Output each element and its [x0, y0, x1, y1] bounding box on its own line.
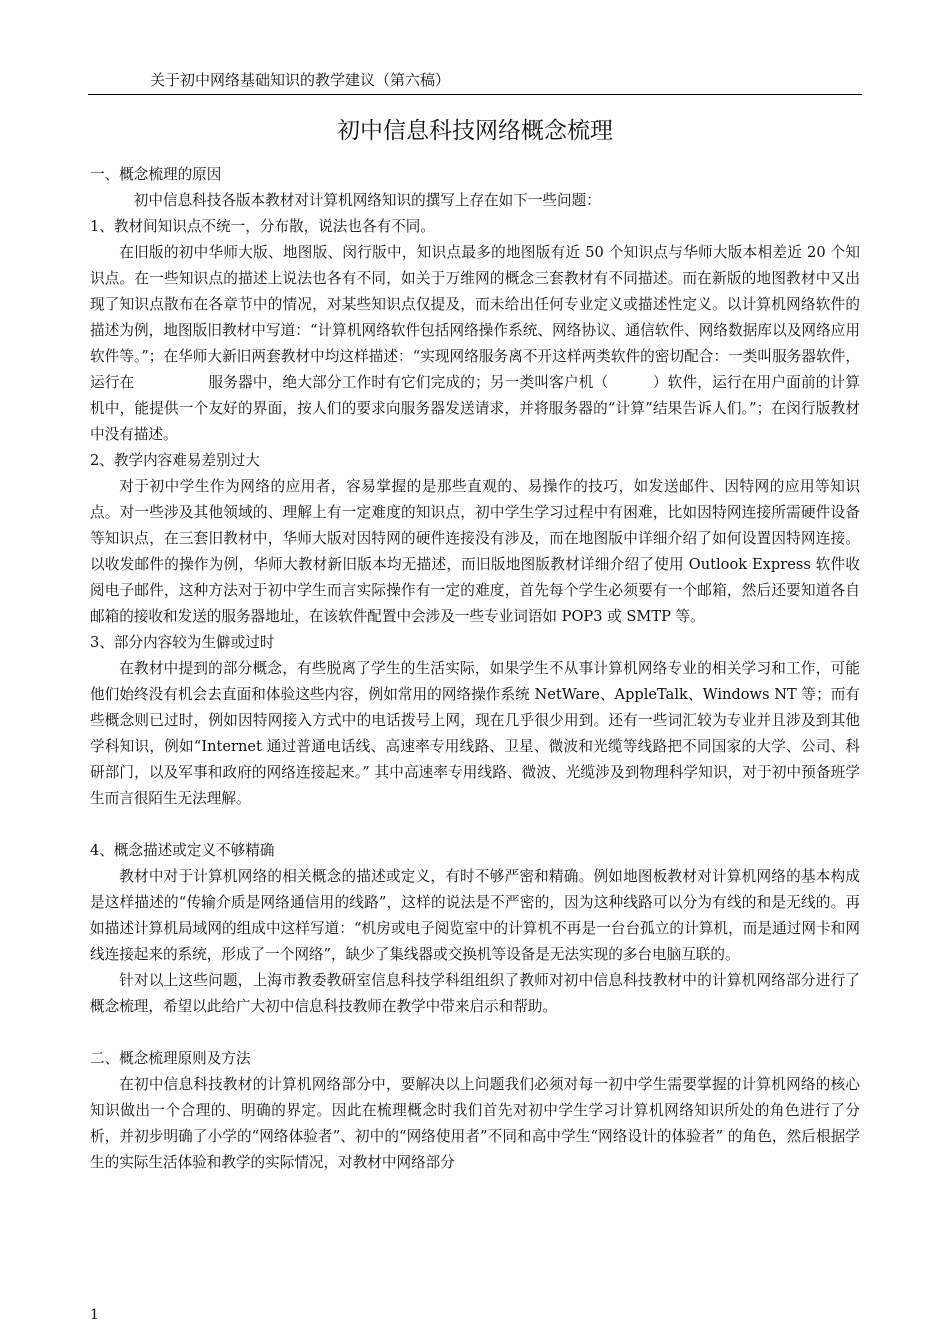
- paragraph-3: 在教材中提到的部分概念，有些脱离了学生的生活实际，如果学生不从事计算机网络专业的相关学习和工作，可能他们始终没有机会去直面和体验这些内容，例如常用的网络操作系统 NetWare、AppleTalk、Windows NT 等；而有些概念则已过时，例如因特网接入方式中的电话拨号上网，现在几乎很少用到。还有一些词汇较为专业并且涉及到其他学科知识，例如“Internet 通过普通电话线、高速率专用线路、卫星、微波和光缆等线路把不同国家的大学、公司、科研部门，以及军事和政府的网络连接起来。” 其中高速率专用线路、微波、光缆涉及到物理科学知识，对于初中预备班学生而言很陌生无法理解。: [90, 660, 860, 807]
- paragraph-4: 教材中对于计算机网络的相关概念的描述或定义，有时不够严密和精确。例如地图板教材对计算机网络的基本构成是这样描述的“传输介质是网络通信用的线路”，这样的说法是不严密的，因为这种线路可以分为有线的和是无线的。再如描述计算机局域网的组成中这样写道：“机房或电子阅览室中的计算机不再是一台台孤立的计算机，而是通过网卡和网线连接起来的系统，形成了一个网络”，缺少了集线器或交换机等设备是无法实现的多台电脑互联的。: [90, 868, 860, 963]
- section-heading-2: 二、概念梳理原则及方法: [90, 1050, 251, 1067]
- header-rule: [88, 94, 862, 95]
- subsection-heading-1: 1、教材间知识点不统一，分布散，说法也各有不同。: [90, 218, 435, 235]
- page-number: 1: [90, 1307, 99, 1323]
- document-title: 初中信息科技网络概念梳理: [337, 118, 613, 144]
- paragraph-1: 在旧版的初中华师大版、地图版、闵行版中，知识点最多的地图版有近 50 个知识点与华师大版本相差近 20 个知识点。在一些知识点的描述上说法也各有不同，如关于万维网的概念三套教材有不同描述。而在新版的地图教材中又出现了知识点散布在各章节中的情况，对某些知识点仅提及，而未给出任何专业定义或描述性定义。以计算机网络软件的描述为例，地图版旧教材中写道：“计算机网络软件包括网络操作系统、网络协议、通信软件、网络数据库以及网络应用软件等。”；在华师大新旧两套教材中均这样描述：“实现网络服务离不开这样两类软件的密切配合：一类叫服务器软件，运行在 服务器中，绝大部分工作时有它们完成的；另一类叫客户机（ ）软件，运行在用户面前的计算机中，能提供一个友好的界面，按人们的要求向服务器发送请求，并将服务器的“计算”结果告诉人们。”；在闵行版教材中没有描述。: [90, 244, 860, 443]
- document-body: [90, 162, 860, 1176]
- paragraph-5: 针对以上这些问题，上海市教委教研室信息科技学科组组织了教师对初中信息科技教材中的计算机网络部分进行了概念梳理，希望以此给广大初中信息科技教师在教学中带来启示和帮助。: [90, 972, 860, 1015]
- subsection-heading-3: 3、部分内容较为生僻或过时: [90, 634, 275, 651]
- subsection-heading-2: 2、教学内容难易差别过大: [90, 452, 260, 469]
- paragraph-intro: 初中信息科技各版本教材对计算机网络知识的撰写上存在如下一些问题：: [133, 192, 601, 209]
- paragraph-2: 对于初中学生作为网络的应用者，容易掌握的是那些直观的、易操作的技巧，如发送邮件、因特网的应用等知识点。对一些涉及其他领域的、理解上有一定难度的知识点，初中学生学习过程中有困难，比如因特网连接所需硬件设备等知识点，在三套旧教材中，华师大版对因特网的硬件连接没有涉及，而在地图版中详细介绍了如何设置因特网连接。以收发邮件的操作为例，华师大教材新旧版本均无描述，而旧版地图版教材详细介绍了使用 Outlook Express 软件收阅电子邮件，这种方法对于初中学生而言实际操作有一定的难度，首先每个学生必须要有一个邮箱，然后还要知道各自邮箱的接收和发送的服务器地址，在该软件配置中会涉及一些专业词语如 POP3 或 SMTP 等。: [90, 478, 860, 625]
- subsection-heading-4: 4、概念描述或定义不够精确: [90, 842, 275, 859]
- section-heading-1: 一、概念梳理的原因: [90, 166, 222, 183]
- running-header: 关于初中网络基础知识的教学建议（第六稿）: [150, 71, 451, 89]
- paragraph-6: 在初中信息科技教材的计算机网络部分中，要解决以上问题我们必须对每一初中学生需要掌握的计算机网络的核心知识做出一个合理的、明确的界定。因此在梳理概念时我们首先对初中学生学习计算机网络知识所处的角色进行了分析，并初步明确了小学的“网络体验者”、初中的“网络使用者”不同和高中学生“网络设计的体验者” 的角色，然后根据学生的实际生活体验和教学的实际情况，对教材中网络部分: [90, 1076, 860, 1171]
